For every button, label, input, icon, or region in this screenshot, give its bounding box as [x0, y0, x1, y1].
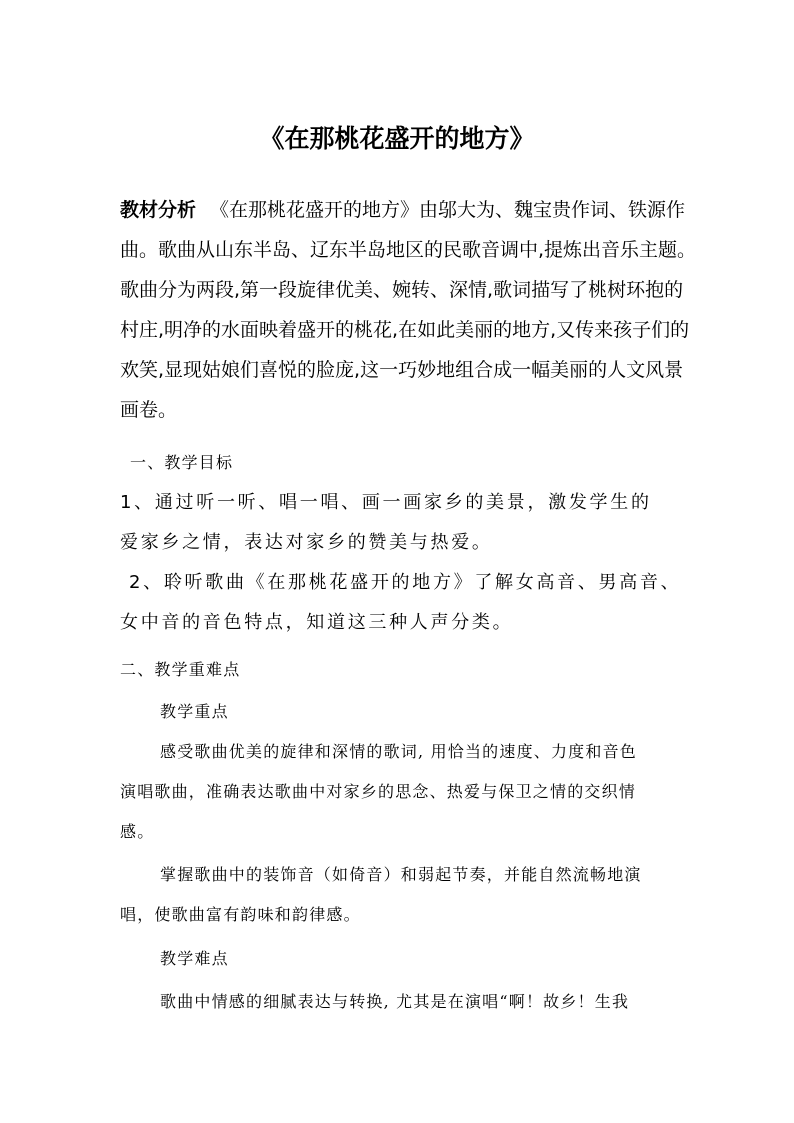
key-line-5: 唱，使歌曲富有韵味和韵律感。 [120, 905, 361, 924]
difficulty-line-1: 歌曲中情感的细腻表达与转换, 尤其是在演唱“啊！故乡！生我 [160, 992, 630, 1011]
analysis-line-4: 村庄,明净的水面映着盛开的桃花,在如此美丽的地方,又传来孩子们的 [120, 319, 690, 341]
goal-line-2: 爱家乡之情，表达对家乡的赞美与热爱。 [120, 532, 493, 553]
analysis-line-3: 歌曲分为两段,第一段旋律优美、婉转、深情,歌词描写了桃树环抱的 [120, 279, 684, 301]
key-line-2: 演唱歌曲，准确表达歌曲中对家乡的思念、热爱与保卫之情的交织情 [120, 782, 637, 801]
analysis-line-1 [120, 198, 685, 222]
key-line-1: 感受歌曲优美的旋律和深情的歌词, 用恰当的速度、力度和音色 [160, 742, 637, 761]
section1-heading: 一、教学目标 [130, 453, 234, 472]
goal-line-4: 女中音的音色特点，知道这三种人声分类。 [120, 612, 514, 633]
key-line-3: 感。 [120, 822, 155, 841]
analysis-line-5: 欢笑,显现姑娘们喜悦的脸庞,这一巧妙地组合成一幅美丽的人文风景 [120, 359, 684, 381]
analysis-line-6: 画卷。 [120, 399, 178, 421]
goal-line-3: 2、聆听歌曲《在那桃花盛开的地方》了解女高音、男高音、 [129, 572, 682, 593]
document-title: 《在那桃花盛开的地方》 [259, 124, 535, 153]
difficulty-label: 教学难点 [160, 949, 229, 968]
analysis-line-2: 曲。歌曲从山东半岛、辽东半岛地区的民歌音调中,提炼出音乐主题。 [120, 239, 697, 261]
key-points-label: 教学重点 [160, 702, 229, 721]
section2-heading: 二、教学重难点 [120, 660, 241, 679]
analysis-label: 教材分析 [120, 199, 197, 221]
goal-line-1: 1、通过听一听、唱一唱、画一画家乡的美景，激发学生的 [120, 492, 652, 513]
key-line-4: 掌握歌曲中的装饰音（如倚音）和弱起节奏，并能自然流畅地演 [160, 865, 642, 884]
analysis-text: 《在那桃花盛开的地方》由邬大为、魏宝贵作词、铁源作 [210, 199, 686, 221]
